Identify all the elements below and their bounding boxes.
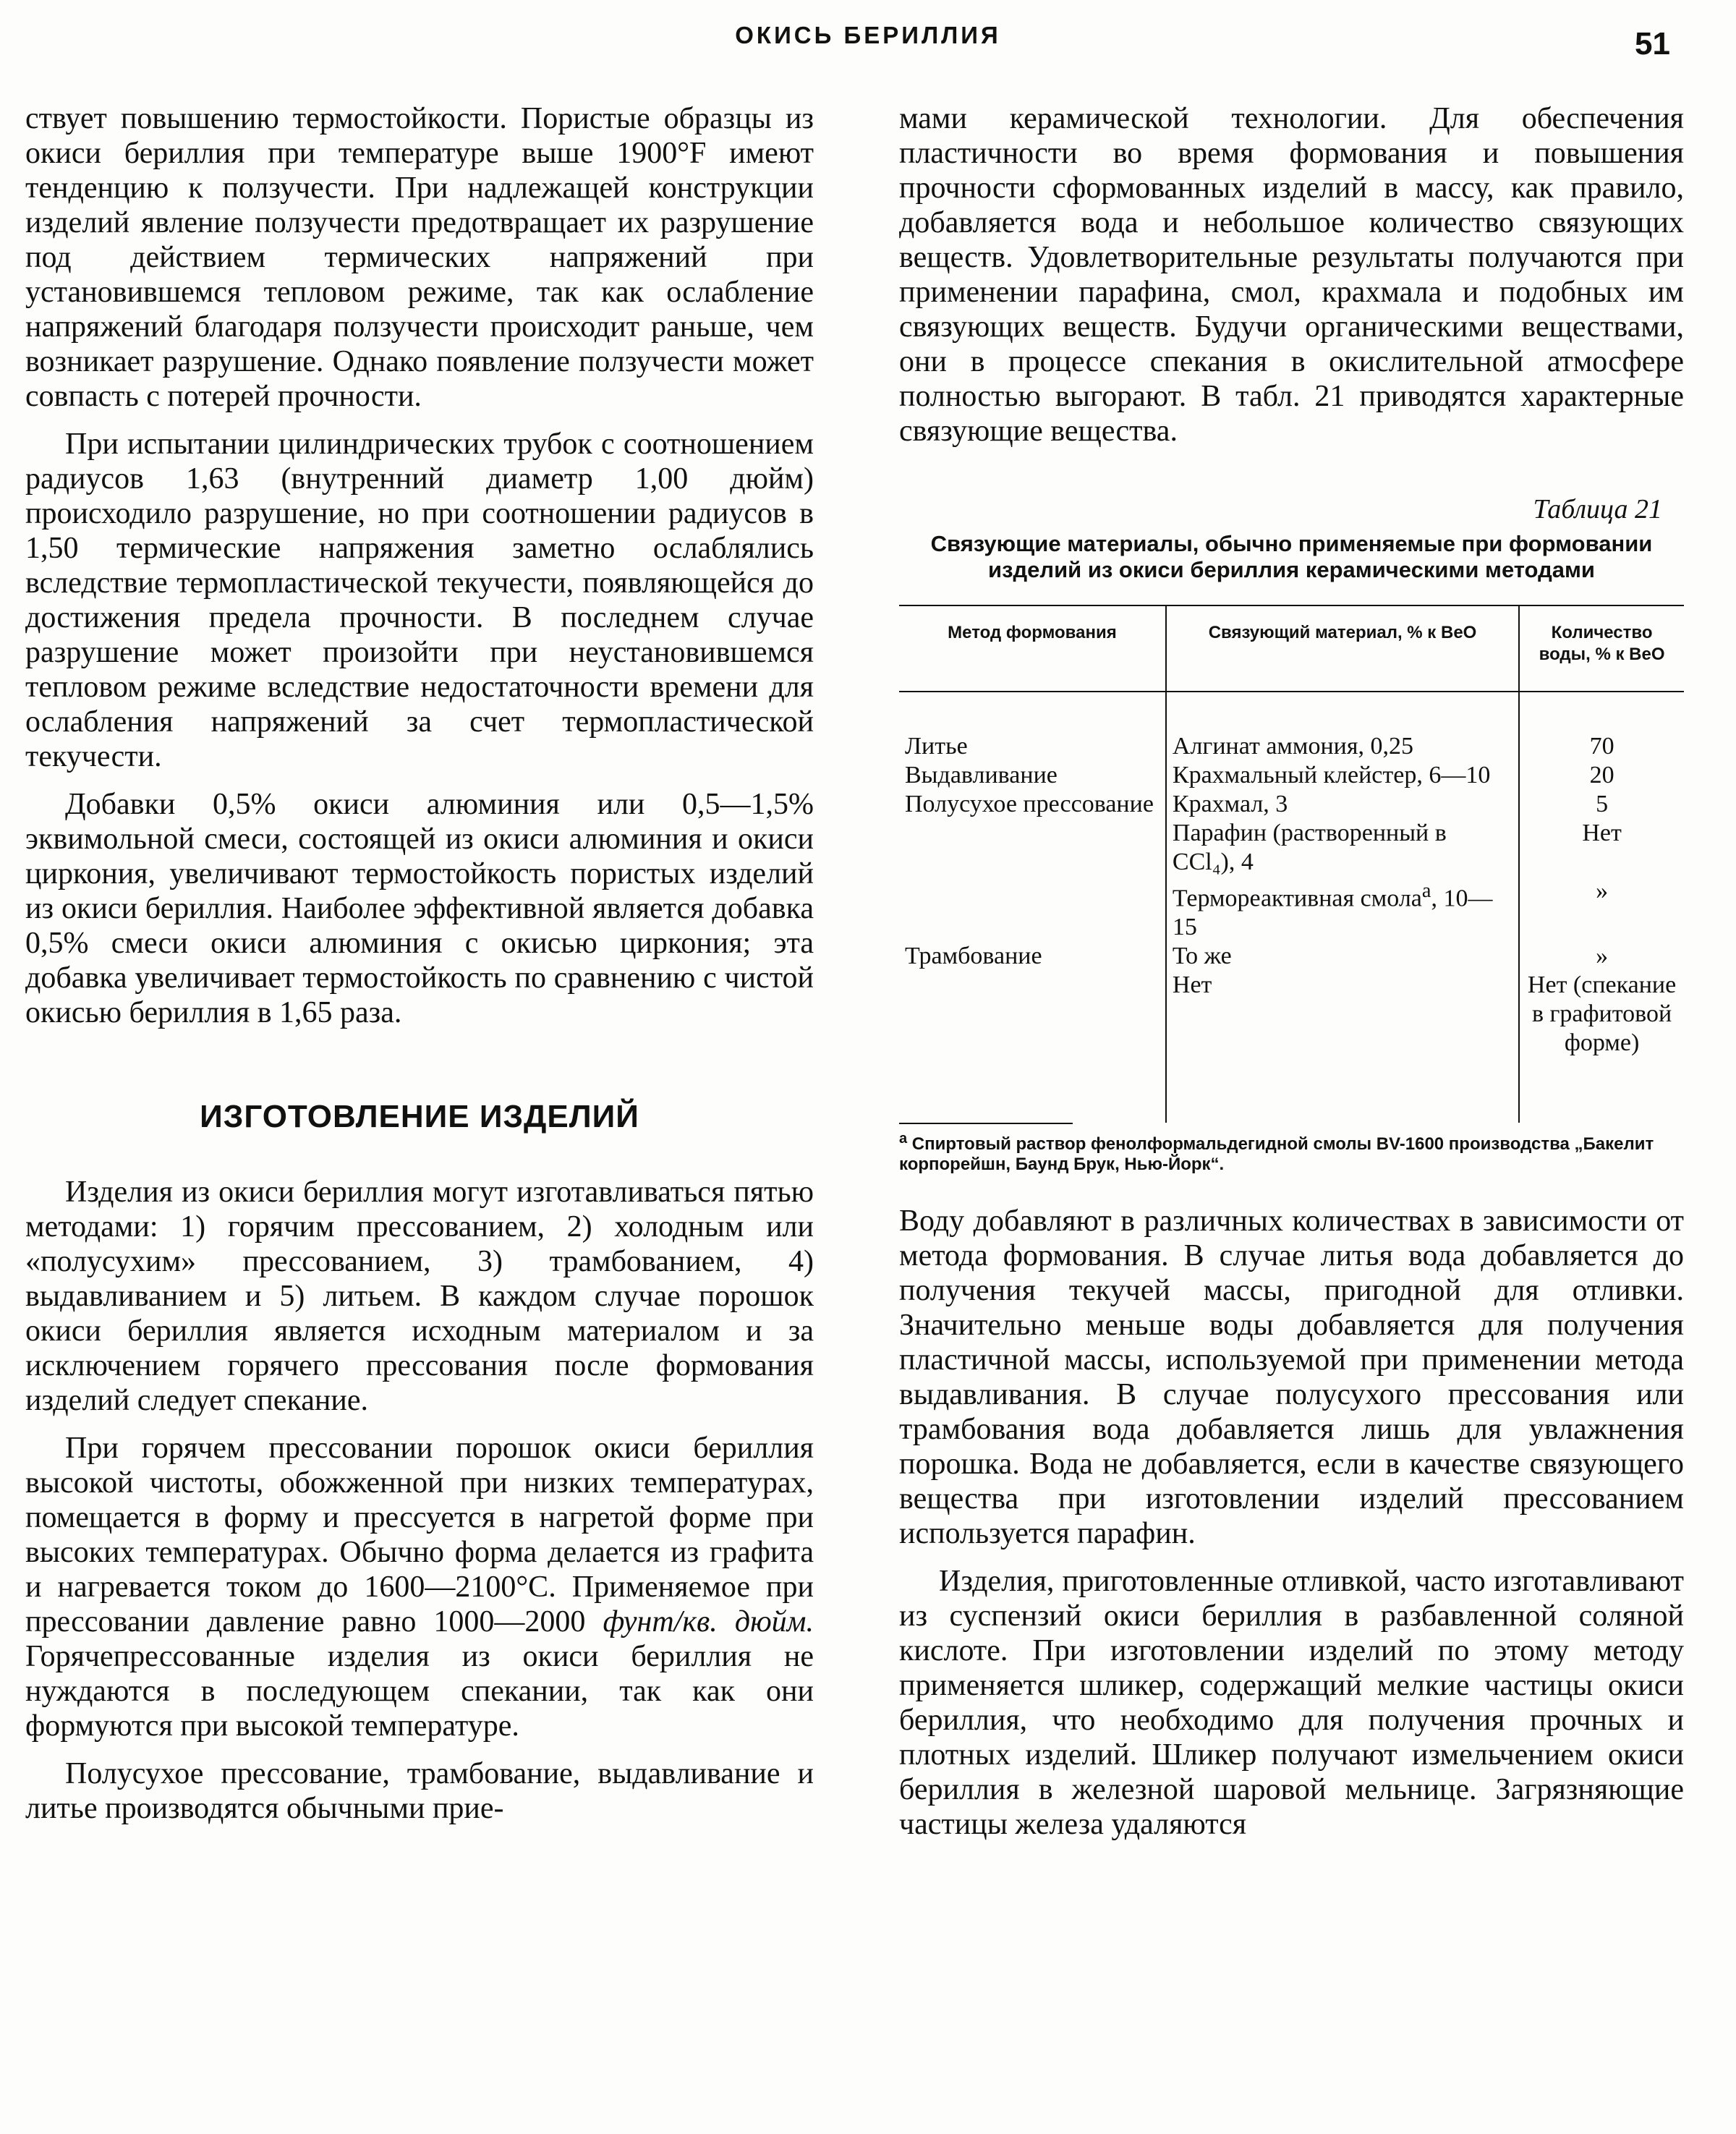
paragraph: мами керамической технологии. Для обеспечения пластичности во время формования и повышения прочности сформованных изделий в массу, как правило, добавляется вода и небольшое количество связующих веществ. Удовлетворительные результаты получаются при применении парафина, смол, крахмала и подобных им связующих веществ. Будучи органическими веществами, они в процессе спекания в окислительной атмосфере полностью выгорают. В табл. 21 приводятся характерные связующие вещества. <box>899 102 1684 448</box>
cell-method <box>899 819 1166 877</box>
cell-water: Нет (спекание в графитовой форме) <box>1527 972 1677 1057</box>
footnote-marker: а <box>899 1131 908 1147</box>
cell-method: Литье <box>899 692 1166 761</box>
cell-method: Полусухое прессование <box>899 790 1166 819</box>
paragraph: ствует повышению термостойкости. Пористые образцы из окиси бериллия при температуре выше 1900°F имеют тенденцию к ползучести. При надлежащей конструкции изделий явление ползучести предотвращает их разрушение под действием термических напряжений при установившемся тепловом режиме, так как ослабление напряжений благодаря ползучести происходит раньше, чем возникает разрушение. Однако появление ползучести может совпасть с потерей прочности. <box>25 102 814 413</box>
table-row <box>899 877 1684 942</box>
table-row <box>899 971 1684 1123</box>
cell-water: 5 <box>1596 791 1609 817</box>
table-row <box>899 761 1684 790</box>
paragraph: Добавки 0,5% окиси алюминия или 0,5—1,5% эквимольной смеси, состоящей из окиси алюминия и окиси циркония, увеличивают термостойкость пористых изделий из окиси бериллия. Наиболее эффективной является добавка 0,5% смеси окиси алюминия с окисью циркония; эта добавка увеличивает термостойкость по сравнению с чистой окисью бериллия в 1,65 раза. <box>25 788 814 1029</box>
paragraph: Изделия из окиси бериллия могут изготавливаться пятью методами: 1) горячим прессованием, 2) холодным или «полусухим» прессованием, 3) трамбованием, 4) выдавливанием и 5) литьем. В каждом случае порошок окиси бериллия является исходным материалом и за исключением горячего прессования после формования изделий следует спекание. <box>25 1176 814 1417</box>
cell-binder: Алгинат аммония, 0,25 <box>1166 692 1519 761</box>
paragraph-text: При горячем прессовании порошок окиси бериллия высокой чистоты, обожженной при низких температурах, помещается в форму и прессуется в нагретой форме при высоких температурах. Обычно форма делается из графита и нагревается током до 1600—2100°С. Применяемое при прессовании давление равно 1000—2000 <box>25 1432 814 1638</box>
pressure-unit: фунт/кв. дюйм. <box>603 1605 814 1638</box>
table-row <box>899 819 1684 877</box>
cell-water: Нет <box>1582 820 1622 846</box>
paragraph: При испытании цилиндрических трубок с соотношением радиусов 1,63 (внутренний диаметр 1,00 дюйм) происходило разрушение, но при соотношении радиусов в 1,50 термические напряжения заметно ослаблялись вследствие термопластической текучести, появляющейся до достижения предела прочности. В последнем случае разрушение может произойти при неустановившемся тепловом режиме вследствие недостаточности времени для ослабления напряжений за счет термопластической текучести. <box>25 428 814 773</box>
footnote-marker: а <box>1421 880 1431 902</box>
cell-binder: Крахмал, 3 <box>1166 790 1519 819</box>
column-header: Метод формования <box>899 605 1166 692</box>
table-header-row <box>899 605 1684 692</box>
cell-binder <box>1166 877 1519 942</box>
page-number: 51 <box>1635 26 1670 61</box>
table-footnote <box>899 1128 1684 1175</box>
table-caption: Связующие материалы, обычно применяемые при формовании изделий из окиси бериллия керамическими методами <box>930 531 1653 582</box>
cell-water: 20 <box>1589 762 1614 788</box>
cell-water: » <box>1596 943 1609 970</box>
paragraph: Полусухое прессование, трамбование, выдавливание и литье производятся обычными прие- <box>25 1757 814 1825</box>
cell-method <box>899 877 1166 942</box>
column-header: Связующий материал, % к BeO <box>1166 605 1519 692</box>
table-label: Таблица 21 <box>1533 494 1662 524</box>
cell-water: » <box>1596 877 1609 904</box>
table-row <box>899 692 1684 761</box>
cell-binder: Нет <box>1166 971 1519 1123</box>
paragraph-text: Горячепрессованные изделия из окиси бериллия не нуждаются в последующем спекании, так как они формуются при высокой температуре. <box>25 1640 814 1743</box>
cell-binder: Парафин (растворенный в CCl₄), 4 <box>1166 819 1519 877</box>
binder-text: Термореактивная смола <box>1172 885 1422 912</box>
paragraph: Изделия, приготовленные отливкой, часто изготавливают из суспензий окиси бериллия в разбавленной соляной кислоте. При изготовлении изделий по этому методу применяется шликер, содержащий мелкие частицы окиси бериллия, что необходимо для получения прочных и плотных изделий. Шликер получают измельчением окиси бериллия в железной шаровой мельнице. Загрязняющие частицы железа удаляются <box>899 1565 1684 1842</box>
paragraph <box>25 1431 814 1743</box>
footnote-text: Спиртовый раствор фенолформальдегидной смолы BV-1600 производства „Бакелит корпорейшн, Баунд Брук, Нью-Йорк“. <box>899 1134 1654 1175</box>
running-title: ОКИСЬ БЕРИЛЛИЯ <box>735 22 1001 48</box>
left-column <box>25 101 814 1839</box>
right-column <box>899 101 1684 1855</box>
cell-method: Трамбование <box>899 942 1166 971</box>
cell-method: Выдавливание <box>899 761 1166 790</box>
cell-binder: То же <box>1166 942 1519 971</box>
section-heading: ИЗГОТОВЛЕНИЕ ИЗДЕЛИЙ <box>200 1099 639 1134</box>
cell-binder: Крахмальный клейстер, 6—10 <box>1166 761 1519 790</box>
paragraph: Воду добавляют в различных количествах в зависимости от метода формования. В случае литья вода добавляется до получения текучей массы, пригодной для отливки. Значительно меньше воды добавляется для получения пластичной массы, используемой при применении метода выдавливания. В случае полусухого прессования или трамбования вода добавляется лишь для увлажнения порошка. Вода не добавляется, если в качестве связующего вещества при изготовлении изделий прессованием используется парафин. <box>899 1204 1684 1551</box>
cell-method <box>899 971 1166 1123</box>
table-row <box>899 790 1684 819</box>
binder-amount: , 10—15 <box>1172 885 1493 941</box>
binders-table <box>899 605 1684 1123</box>
cell-water: 70 <box>1589 733 1614 760</box>
footnote-rule <box>899 1123 1073 1124</box>
table-row <box>899 942 1684 971</box>
column-header: Количество воды, % к BeO <box>1519 605 1684 692</box>
